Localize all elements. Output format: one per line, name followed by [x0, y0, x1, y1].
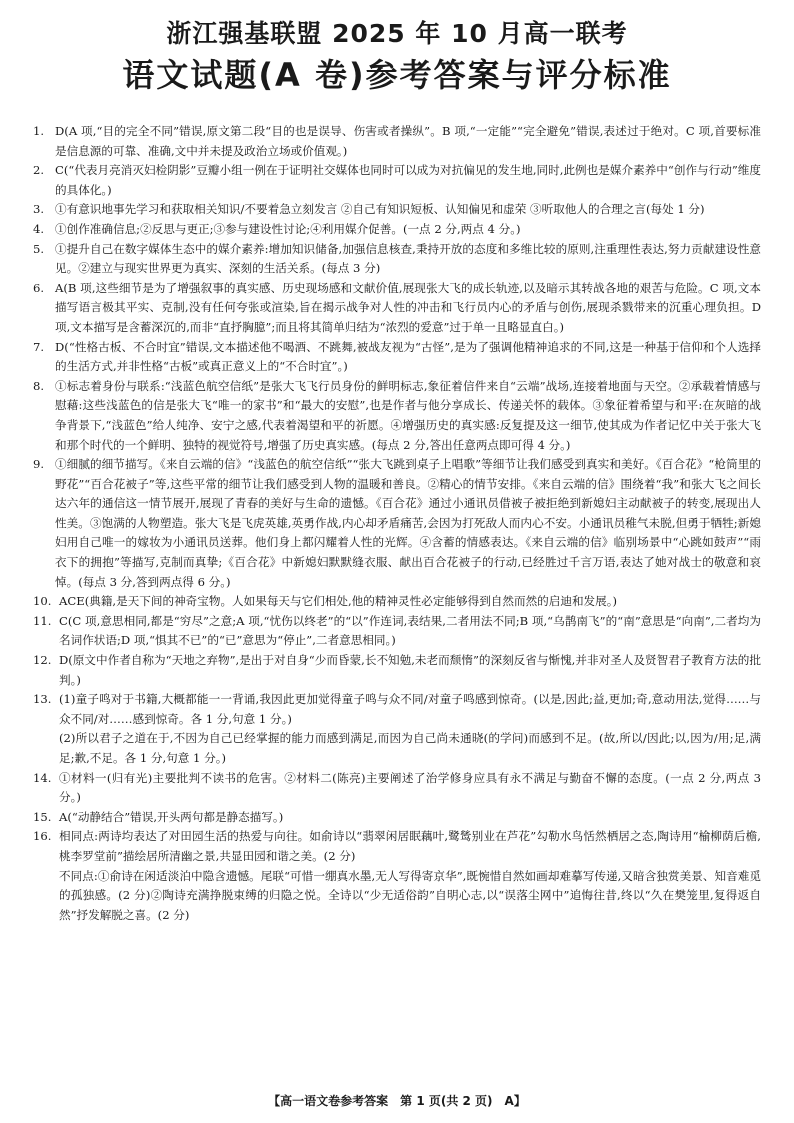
- answer-text: 相同点:两诗均表达了对田园生活的热爱与向往。如俞诗以“翡翠闲居眠藕叶,鹭鸶别业在芦花”勾勒水鸟恬然栖居之态,陶诗用“榆柳荫后檐,桃李罗堂前”描绘居所清幽之景,共显田园和谐之美。(2 分): [59, 829, 761, 863]
- answer-item-5: [33, 240, 761, 279]
- answer-text: ①标志着身份与联系:“浅蓝色航空信纸”是张大飞飞行员身份的鲜明标志,象征着信件来自“云端”战场,连接着地面与天空。②承载着情感与慰藉:这些浅蓝色的信是张大飞“唯一的家书”和“最大的安慰”,也是作者与他分享成长、传递关怀的载体。③象征着希望与和平:在灰暗的战争背景下,“浅蓝色”给人纯净、安宁之感,代表着渴望和平的祈愿。④增强历史的真实感:反复提及这一细节,使其成为作者记忆中关于张大飞和那个时代的一个鲜明、独特的视觉符号,增强了历史真实感。(每点 2 分,答出任意两点即可得 4 分。): [55, 378, 761, 452]
- answer-item-6: [33, 279, 761, 338]
- answer-number: 12.: [33, 653, 52, 668]
- answer-number: 2.: [33, 163, 45, 178]
- answer-number: 6.: [33, 280, 45, 295]
- answer-text: ①材料一(归有光)主要批判不读书的危害。②材料二(陈亮)主要阐述了治学修身应具有永不满足与勤奋不懈的态度。(一点 2 分,两点 3 分。): [59, 770, 761, 805]
- answer-item-8: [33, 377, 761, 455]
- answer-text: A(B 项,这些细节是为了增强叙事的真实感、历史现场感和文献价值,展现张大飞的成长轨迹,以及暗示其转战各地的艰苦与危险。C 项,文本描写语言极其平实、克制,没有任何夸张或渲染,旨在揭示战争对人性的冲击和飞行员内心的矛盾与创伤,展现杀戮带来的沉重心理负担。D 项,文本描写是含蓄深沉的,而非“直抒胸臆”;而且将其简单归结为“浓烈的爱意”过于单一且略显直白。): [55, 280, 761, 334]
- answer-number: 3.: [33, 202, 45, 217]
- answer-number: 7.: [33, 339, 45, 354]
- answer-text: (1)童子鸣对于书籍,大概都能一一背诵,我因此更加觉得童子鸣与众不同/对童子鸣感到惊奇。(以是,因此;益,更加;奇,意动用法,觉得……与众不同/对……感到惊奇。各 1 分,句意 1 分。): [59, 692, 761, 726]
- answer-text: A(“动静结合”错误,开头两句都是静态描写。): [59, 809, 284, 824]
- answer-text: ①创作准确信息;②反思与更正;③参与建设性讨论;④利用媒介促善。(一点 2 分,两点 4 分。): [55, 221, 521, 236]
- answer-item-15: [33, 808, 761, 828]
- answer-list: [33, 122, 761, 925]
- answer-item-14: [33, 769, 761, 808]
- answer-subtext: (2)所以君子之道在于,不因为自己已经掌握的能力而感到满足,而因为自己尚未通晓(的学问)而感到不足。(故,所以/因此;以,因为/用;足,满足;歉,不足。各 1 分,句意 1 分。): [59, 731, 761, 765]
- answer-text: D(“性格古板、不合时宜”错误,文本描述他不喝酒、不跳舞,被战友视为“古怪”,是为了强调他精神追求的不同,这是一种基于信仰和个人选择的生活方式,并非性格“古板”或真正意义上的“不合时宜”。): [55, 339, 761, 374]
- answer-number: 8.: [33, 378, 45, 393]
- answer-number: 14.: [33, 770, 52, 785]
- answer-item-3: [33, 200, 761, 220]
- page-subtitle: 语文试题(A 卷)参考答案与评分标准: [122, 56, 672, 94]
- answer-number: 5.: [33, 241, 45, 256]
- answer-item-13: [33, 690, 761, 768]
- answer-item-4: [33, 220, 761, 240]
- answer-text: ①细腻的细节描写。《来自云端的信》“浅蓝色的航空信纸”“张大飞跳到桌子上唱歌”等细节让我们感受到真实和美好。《百合花》“枪筒里的野花”“百合花被子”等,这些平常的细节让我们感受到人物的温暖和善良。②精心的情节安排。《来自云端的信》围绕着“我”和张大飞之间长达六年的通信这一情节展开,展现了青春的美好与生命的遗憾。《百合花》通过小通讯员借被子被拒绝到新媳妇主动献被子的转变,展现出人性美。③饱满的人物塑造。张大飞是飞虎英雄,英勇作战,内心却矛盾痛苦,会因为打死敌人而内心不安。小通讯员稚气未脱,但勇于牺牲;新媳妇用自己唯一的嫁妆为小通讯员送葬。他们身上都闪耀着人性的光辉。④含蓄的情感表达。《来自云端的信》临别场景中“心跳如鼓声”“雨衣下的拥抱”等描写,克制而真挚;《百合花》中新媳妇默默缝衣服、献出百合花被子的行动,已经胜过千言万语,表达了她对战士的敬意和哀悼。(每点 3 分,答到两点得 6 分。): [55, 457, 761, 589]
- answer-number: 1.: [33, 124, 45, 138]
- answer-text: C(C 项,意思相同,都是“穷尽”之意;A 项,“忧伤以终老”的“以”作连词,表结果,二者用法不同;B 项,“乌鹊南飞”的“南”意思是“向南”,二者均为名词作状语;D 项,“惧其不已”的“已”意思为“停止”,二者意思相同。): [59, 613, 761, 648]
- answer-item-11: [33, 612, 761, 651]
- answer-text: D(原文中作者自称为“天地之弃物”,是出于对自身“少而昏蒙,长不知勉,未老而颓惰”的深刻反省与惭愧,并非对圣人及贤智君子教育方法的批判。): [59, 653, 761, 687]
- answer-subtext: 不同点:①俞诗在闲适淡泊中隐含遗憾。尾联“可惜一绷真水墨,无人写得寄京华”,既惋惜自然如画却难摹写传递,又暗含独赏美景、知音难觅的孤独感。(2 分)②陶诗充满挣脱束缚的归隐之悦。全诗以“少无适俗韵”自明心志,以“误落尘网中”追悔往昔,终以“久在樊笼里,复得返自然”抒发解脱之喜。(2 分): [59, 868, 761, 922]
- answer-item-1: [33, 122, 761, 161]
- page-title: 浙江强基联盟 2025 年 10 月高一联考: [166, 19, 628, 48]
- answer-number: 10.: [33, 594, 52, 609]
- answer-number: 4.: [33, 221, 45, 236]
- answer-number: 9.: [33, 457, 45, 472]
- answer-item-10: [33, 592, 761, 612]
- answer-number: 11.: [33, 613, 52, 628]
- page-footer: 【高一语文卷参考答案 第 1 页(共 2 页) A】: [268, 1094, 526, 1108]
- answer-text: D(A 项,“目的完全不同”错误,原文第二段“目的也是误导、伤害或者操纵”。B 项,“一定能”“完全避免”错误,表述过于绝对。C 项,首要标准是信息源的可靠、准确,文中并未提及政治立场或价值观。): [55, 124, 761, 158]
- answer-item-12: [33, 651, 761, 690]
- answer-number: 16.: [33, 829, 52, 844]
- answer-text: ACE(典籍,是天下间的神奇宝物。人如果每天与它们相处,他的精神灵性必定能够得到自然而然的启迪和发展。): [59, 594, 618, 609]
- answer-text: ①有意识地事先学习和获取相关知识/不要着急立刻发言 ②自己有知识短板、认知偏见和虚荣 ③听取他人的合理之言(每处 1 分): [55, 202, 705, 217]
- answer-text: C(“代表月亮消灭妇检阴影”豆瓣小组一例在于证明社交媒体也同时可以成为对抗偏见的发生地,同时,此例也是媒介素养中“创作与行动”维度的具体化。): [55, 163, 761, 197]
- answer-number: 13.: [33, 692, 52, 707]
- answer-item-7: [33, 338, 761, 377]
- answer-number: 15.: [33, 809, 52, 824]
- answer-text: ①提升自己在数字媒体生态中的媒介素养:增加知识储备,加强信息核查,秉持开放的态度和多维比较的原则,注重理性表达,努力贡献建设性意见。②建立与现实世界更为真实、深刻的生活关系。(每点 3 分): [55, 241, 761, 276]
- answer-item-9: [33, 455, 761, 592]
- answer-item-2: [33, 161, 761, 200]
- answer-item-16: [33, 827, 761, 925]
